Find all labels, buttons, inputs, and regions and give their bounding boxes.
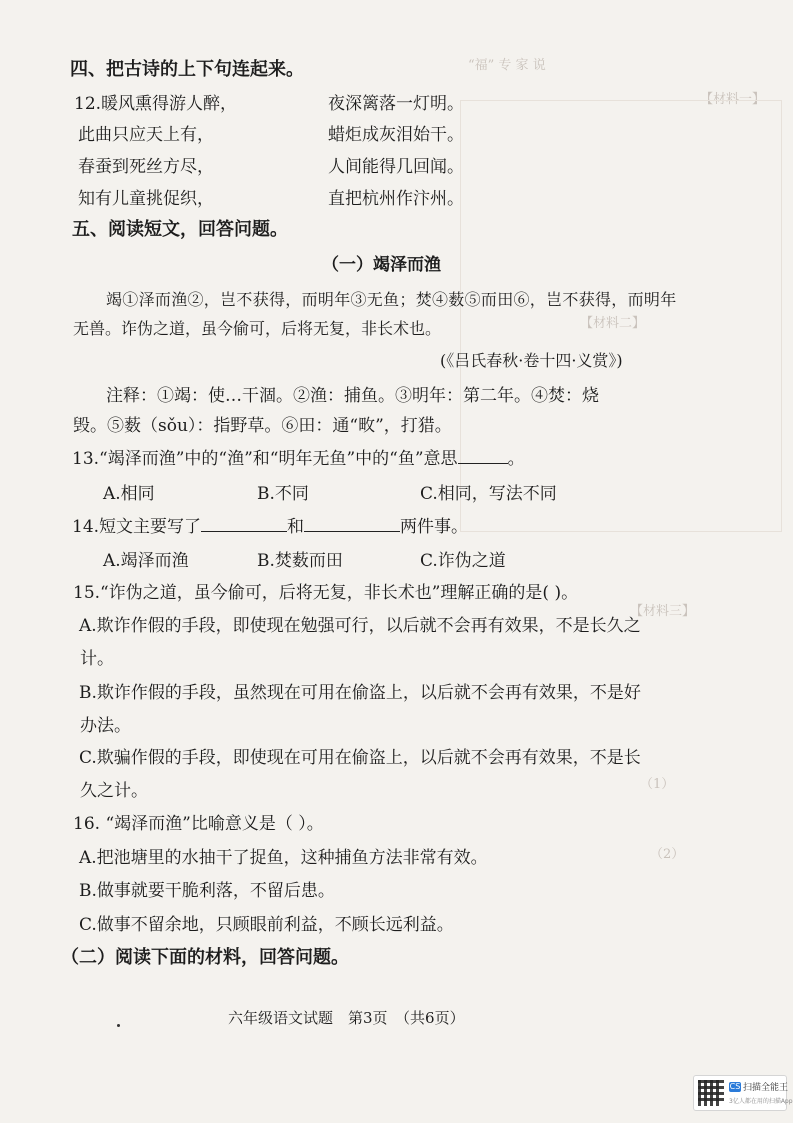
- poem-right-line-1: 夜深篱落一灯明。: [328, 94, 464, 114]
- poem-right-line-2: 蜡炬成灰泪始干。: [328, 125, 464, 145]
- question-15-option-c-line-1[interactable]: C.欺骗作假的手段，即使现在可用在偷盗上，以后就不会再有效果，不是长: [79, 748, 641, 768]
- bleed-through-material3: 【材料三】: [630, 604, 696, 619]
- passage-line-2: 无兽。诈伪之道，虽今偷可，后将无复，非长术也。: [73, 319, 442, 338]
- section5-sub2-title: （二）阅读下面的材料，回答问题。: [61, 947, 349, 968]
- question-15-option-a-line-2[interactable]: 计。: [80, 649, 114, 669]
- question-15-option-b-line-2[interactable]: 办法。: [80, 716, 131, 736]
- passage-source: (《吕氏春秋·卷十四·义赏》): [440, 351, 623, 370]
- scanner-tagline: 3亿人都在用的扫描App: [729, 1098, 793, 1105]
- question-14-answer-blank-2[interactable]: [304, 515, 400, 532]
- question-15-option-b-line-1[interactable]: B.欺诈作假的手段，虽然现在可用在偷盗上，以后就不会再有效果，不是好: [79, 683, 641, 703]
- question-14-end: 两件事。: [400, 517, 469, 537]
- question-14-option-a[interactable]: A.竭泽而渔: [103, 551, 189, 571]
- poem-left-line-4: 知有儿童挑促织，: [78, 189, 214, 209]
- passage-title: （一）竭泽而渔: [322, 255, 441, 275]
- question-14-mid: 和: [287, 517, 305, 537]
- poem-right-line-4: 直把杭州作汴州。: [328, 189, 464, 209]
- question-14-stem: [72, 512, 468, 537]
- question-13-answer-blank[interactable]: [458, 447, 508, 464]
- question-14-option-c[interactable]: C.诈伪之道: [420, 551, 506, 571]
- section5-heading: 五、阅读短文，回答问题。: [72, 219, 288, 240]
- section4-heading: 四、把古诗的上下句连起来。: [70, 59, 304, 80]
- question-13-end: 。: [507, 449, 525, 469]
- bleed-through-material1: 【材料一】: [700, 92, 766, 107]
- question-13-stem: [72, 444, 525, 469]
- bleed-through-question2: （2）: [650, 847, 685, 862]
- question-14-text: 14.短文主要写了: [72, 517, 202, 537]
- question-15-option-c-line-2[interactable]: 久之计。: [80, 781, 148, 801]
- camscanner-logo-icon: CS: [729, 1082, 741, 1091]
- passage-line-1: 竭①泽而渔②，岂不获得，而明年③无鱼；焚④薮⑤而田⑥，岂不获得，而明年: [106, 290, 677, 309]
- poem-left-line-3: 春蚕到死丝方尽，: [78, 157, 214, 177]
- bleed-through-material2: 【材料二】: [580, 316, 646, 331]
- question-16-option-c[interactable]: C.做事不留余地，只顾眼前利益，不顾长远利益。: [79, 915, 454, 935]
- bleed-through-title: “福” 专 家 说: [468, 58, 546, 73]
- poem-right-line-3: 人间能得几回闻。: [328, 157, 464, 177]
- question-13-option-c[interactable]: C.相同，写法不同: [420, 484, 557, 504]
- question-16-stem: 16. “竭泽而渔”比喻意义是（ ）。: [73, 814, 324, 834]
- notes-line-1: 注释：①竭：使…干涸。②渔：捕鱼。③明年：第二年。④焚：烧: [106, 386, 599, 406]
- question-13-text: 13.“竭泽而渔”中的“渔”和“明年无鱼”中的“鱼”意思: [72, 449, 458, 469]
- bleed-through-question1: （1）: [640, 777, 675, 792]
- qr-code-icon: [698, 1080, 724, 1106]
- scanner-watermark-badge: [693, 1075, 793, 1111]
- question-15-stem: 15.“诈伪之道，虽今偷可，后将无复，非长术也”理解正确的是( )。: [73, 583, 579, 603]
- question-13-option-a[interactable]: A.相同: [103, 484, 155, 504]
- question-15-option-a-line-1[interactable]: A.欺诈作假的手段，即使现在勉强可行，以后就不会再有效果，不是长久之: [79, 616, 641, 636]
- notes-line-2: 毁。⑤薮（sǒu）：指野草。⑥田：通“畋”，打猎。: [73, 416, 452, 436]
- poem-left-line-1: 12.暖风熏得游人醉，: [74, 94, 238, 114]
- poem-left-line-2: 此曲只应天上有，: [78, 125, 214, 145]
- question-14-answer-blank-1[interactable]: [201, 515, 287, 532]
- stray-dot: [117, 1024, 120, 1027]
- page-footer: 六年级语文试题 第3页 （共6页）: [228, 1009, 465, 1027]
- question-14-option-b[interactable]: B.焚薮而田: [257, 551, 343, 571]
- question-13-option-b[interactable]: B.不同: [257, 484, 309, 504]
- question-16-option-b[interactable]: B.做事就要干脆利落，不留后患。: [79, 881, 335, 901]
- question-16-option-a[interactable]: A.把池塘里的水抽干了捉鱼，这种捕鱼方法非常有效。: [79, 848, 488, 868]
- scanner-app-name: 扫描全能王: [743, 1083, 789, 1093]
